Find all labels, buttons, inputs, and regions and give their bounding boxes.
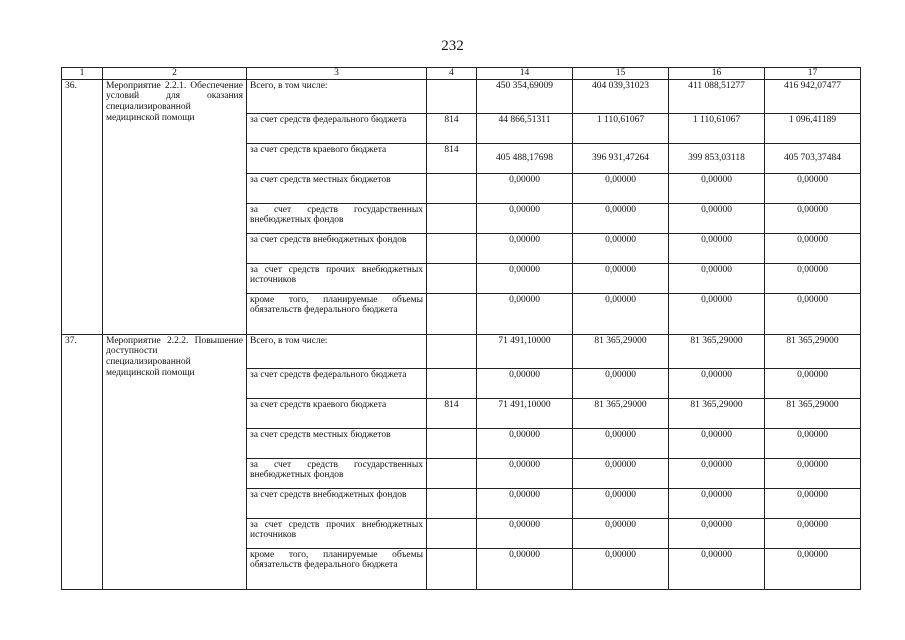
funding-source: кроме того, планируемые объемы обязательств федерального бюджета: [247, 293, 427, 334]
budget-code: 814: [427, 143, 477, 173]
value-cell-14: 0,00000: [477, 203, 573, 233]
value-cell-17: 81 365,29000: [765, 334, 861, 368]
budget-code: [427, 293, 477, 334]
funding-source: за счет средств прочих внебюджетных источников: [247, 263, 427, 293]
funding-source: за счет средств федерального бюджета: [247, 113, 427, 143]
table-row: [62, 334, 861, 368]
activity-title: Мероприятие 2.2.2. Повышение доступности специализированной медицинской помощи: [103, 334, 247, 589]
value-cell-15: 1 110,61067: [573, 113, 669, 143]
section-number: 36.: [62, 79, 103, 334]
funding-source: за счет средств местных бюджетов: [247, 428, 427, 458]
header-col-16: 16: [669, 68, 765, 80]
value-cell-15: 0,00000: [573, 173, 669, 203]
value-cell-14: 0,00000: [477, 263, 573, 293]
budget-code: 814: [427, 398, 477, 428]
value-cell-17: 0,00000: [765, 173, 861, 203]
budget-code: [427, 548, 477, 589]
value-cell-17: 1 096,41189: [765, 113, 861, 143]
section-number: 37.: [62, 334, 103, 589]
table-body: [62, 79, 861, 589]
value-cell-15: 0,00000: [573, 293, 669, 334]
budget-code: [427, 518, 477, 548]
table-header: [62, 68, 861, 80]
value-cell-14: 0,00000: [477, 548, 573, 589]
value-cell-15: 396 931,47264: [573, 143, 669, 173]
value-cell-15: 0,00000: [573, 428, 669, 458]
budget-code: [427, 428, 477, 458]
value-cell-16: 0,00000: [669, 368, 765, 398]
value-cell-14: 0,00000: [477, 173, 573, 203]
value-cell-16: 0,00000: [669, 458, 765, 488]
value-cell-16: 0,00000: [669, 548, 765, 589]
budget-code: [427, 334, 477, 368]
header-col-2: 2: [103, 68, 247, 80]
value-cell-16: 411 088,51277: [669, 79, 765, 113]
value-cell-15: 404 039,31023: [573, 79, 669, 113]
value-cell-17: 0,00000: [765, 263, 861, 293]
value-cell-14: 0,00000: [477, 368, 573, 398]
funding-source: за счет средств государственных внебюджетных фондов: [247, 458, 427, 488]
funding-source: кроме того, планируемые объемы обязательств федерального бюджета: [247, 548, 427, 589]
value-cell-15: 0,00000: [573, 203, 669, 233]
value-cell-14: 44 866,51311: [477, 113, 573, 143]
funding-source: за счет средств краевого бюджета: [247, 143, 427, 173]
funding-source: Всего, в том числе:: [247, 79, 427, 113]
value-cell-14: 0,00000: [477, 518, 573, 548]
value-cell-17: 0,00000: [765, 293, 861, 334]
funding-source: за счет средств внебюджетных фондов: [247, 488, 427, 518]
value-cell-17: 0,00000: [765, 428, 861, 458]
header-col-1: 1: [62, 68, 103, 80]
header-col-4: 4: [427, 68, 477, 80]
budget-code: [427, 173, 477, 203]
budget-code: [427, 488, 477, 518]
budget-code: 814: [427, 113, 477, 143]
value-cell-15: 81 365,29000: [573, 398, 669, 428]
value-cell-15: 0,00000: [573, 458, 669, 488]
table-row: [62, 79, 861, 113]
budget-code: [427, 233, 477, 263]
value-cell-14: 71 491,10000: [477, 398, 573, 428]
value-cell-14: 405 488,17698: [477, 143, 573, 173]
value-cell-16: 0,00000: [669, 488, 765, 518]
value-cell-15: 81 365,29000: [573, 334, 669, 368]
budget-code: [427, 458, 477, 488]
value-cell-16: 0,00000: [669, 518, 765, 548]
value-cell-16: 1 110,61067: [669, 113, 765, 143]
value-cell-17: 81 365,29000: [765, 398, 861, 428]
header-col-15: 15: [573, 68, 669, 80]
activity-title: Мероприятие 2.2.1. Обеспечение условий для оказания специализированной медицинской помощи: [103, 79, 247, 334]
value-cell-14: 0,00000: [477, 458, 573, 488]
value-cell-17: 405 703,37484: [765, 143, 861, 173]
funding-source: за счет средств краевого бюджета: [247, 398, 427, 428]
value-cell-15: 0,00000: [573, 488, 669, 518]
header-col-14: 14: [477, 68, 573, 80]
value-cell-15: 0,00000: [573, 518, 669, 548]
value-cell-16: 0,00000: [669, 428, 765, 458]
value-cell-15: 0,00000: [573, 548, 669, 589]
value-cell-16: 81 365,29000: [669, 334, 765, 368]
value-cell-14: 0,00000: [477, 488, 573, 518]
value-cell-17: 416 942,07477: [765, 79, 861, 113]
page-number: 232: [441, 38, 464, 54]
value-cell-14: 0,00000: [477, 233, 573, 263]
funding-source: Всего, в том числе:: [247, 334, 427, 368]
header-col-17: 17: [765, 68, 861, 80]
header-row: [62, 68, 861, 80]
budget-table: [61, 67, 861, 590]
budget-code: [427, 203, 477, 233]
budget-code: [427, 79, 477, 113]
funding-source: за счет средств государственных внебюджетных фондов: [247, 203, 427, 233]
funding-source: за счет средств федерального бюджета: [247, 368, 427, 398]
budget-code: [427, 368, 477, 398]
value-cell-16: 0,00000: [669, 233, 765, 263]
value-cell-17: 0,00000: [765, 458, 861, 488]
value-cell-15: 0,00000: [573, 368, 669, 398]
value-cell-15: 0,00000: [573, 233, 669, 263]
value-cell-17: 0,00000: [765, 203, 861, 233]
value-cell-16: 0,00000: [669, 173, 765, 203]
value-cell-16: 0,00000: [669, 203, 765, 233]
value-cell-16: 0,00000: [669, 293, 765, 334]
value-cell-17: 0,00000: [765, 368, 861, 398]
value-cell-17: 0,00000: [765, 233, 861, 263]
value-cell-14: 71 491,10000: [477, 334, 573, 368]
header-col-3: 3: [247, 68, 427, 80]
value-cell-17: 0,00000: [765, 518, 861, 548]
value-cell-14: 450 354,69009: [477, 79, 573, 113]
value-cell-16: 0,00000: [669, 263, 765, 293]
budget-code: [427, 263, 477, 293]
funding-source: за счет средств местных бюджетов: [247, 173, 427, 203]
value-cell-14: 0,00000: [477, 293, 573, 334]
value-cell-15: 0,00000: [573, 263, 669, 293]
funding-source: за счет средств прочих внебюджетных источников: [247, 518, 427, 548]
value-cell-17: 0,00000: [765, 488, 861, 518]
value-cell-17: 0,00000: [765, 548, 861, 589]
value-cell-16: 399 853,03118: [669, 143, 765, 173]
value-cell-14: 0,00000: [477, 428, 573, 458]
value-cell-16: 81 365,29000: [669, 398, 765, 428]
funding-source: за счет средств внебюджетных фондов: [247, 233, 427, 263]
